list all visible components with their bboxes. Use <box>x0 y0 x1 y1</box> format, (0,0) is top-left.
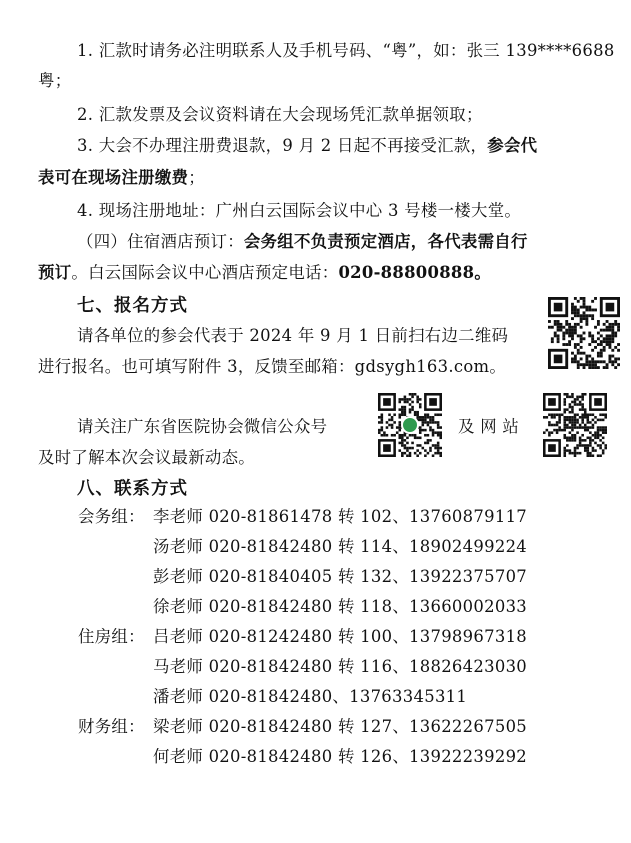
note-3-bold-start: 参会代 <box>487 136 538 155</box>
qr-code-icon <box>548 297 620 369</box>
contact-row: 潘老师 020-81842480、13763345311 <box>153 687 468 706</box>
contacts-heading: 八、联系方式 <box>77 479 188 499</box>
follow-line-2: 及时了解本次会议最新动态。 <box>38 448 255 467</box>
follow-line-1-website: 及 网 站 <box>458 417 520 436</box>
hotel-bold-end: 预订 <box>38 263 72 282</box>
contact-row: 何老师 020-81842480 转 126、13922239292 <box>153 747 528 766</box>
contact-row: 徐老师 020-81842480 转 118、13660002033 <box>153 597 528 616</box>
registration-heading: 七、报名方式 <box>77 296 188 316</box>
contact-row: 李老师 020-81861478 转 102、13760879117 <box>153 507 528 526</box>
contact-row: 梁老师 020-81842480 转 127、13622267505 <box>153 717 528 736</box>
registration-qr-code[interactable] <box>548 297 620 369</box>
contact-row: 吕老师 020-81242480 转 100、13798967318 <box>153 627 528 646</box>
group-label: 住房组： <box>78 627 145 646</box>
hotel-line-1 <box>77 227 528 257</box>
group-label: 会务组： <box>78 507 145 526</box>
hotel-phone-end: 。 <box>474 263 492 282</box>
note-3-line-1 <box>77 131 537 161</box>
website-qr-code[interactable] <box>543 393 607 457</box>
contact-row: 马老师 020-81842480 转 116、18826423030 <box>153 657 528 676</box>
hotel-line-2 <box>38 258 491 288</box>
hotel-phone-label: 。白云国际会议中心酒店预定电话： <box>71 263 339 282</box>
note-3-text: 3. 大会不办理注册费退款，9 月 2 日起不再接受汇款， <box>77 136 488 155</box>
registration-line-1: 请各单位的参会代表于 2024 年 9 月 1 日前扫右边二维码 <box>77 326 509 345</box>
note-4: 4. 现场注册地址：广州白云国际会议中心 3 号楼一楼大堂。 <box>77 201 522 220</box>
contact-row: 汤老师 020-81842480 转 114、18902499224 <box>153 537 528 556</box>
note-2: 2. 汇款发票及会议资料请在大会现场凭汇款单据领取； <box>77 105 483 124</box>
follow-line-1-text: 请关注广东省医院协会微信公众号 <box>77 417 328 436</box>
note-1-line-2: 粤； <box>38 71 72 90</box>
hotel-phone: 020-88800888 <box>338 263 475 282</box>
note-3-end: ； <box>188 168 205 187</box>
qr-code-icon <box>543 393 607 457</box>
note-1-line-1: 1. 汇款时请务必注明联系人及手机号码、“粤”，如：张三 139****6688 <box>77 41 615 60</box>
wechat-qr-code[interactable] <box>378 393 442 457</box>
note-3-bold-end: 表可在现场注册缴费 <box>38 168 189 187</box>
contact-row: 彭老师 020-81840405 转 132、13922375707 <box>153 567 528 586</box>
wechat-logo-icon <box>401 416 419 434</box>
hotel-bold-text: 会务组不负责预定酒店，各代表需自行 <box>243 232 528 251</box>
hotel-label: （四）住宿酒店预订： <box>77 232 244 251</box>
registration-line-2: 进行报名。也可填写附件 3，反馈至邮箱：gdsygh163.com。 <box>38 357 507 376</box>
group-label: 财务组： <box>78 717 145 736</box>
note-3-line-2 <box>38 163 205 193</box>
